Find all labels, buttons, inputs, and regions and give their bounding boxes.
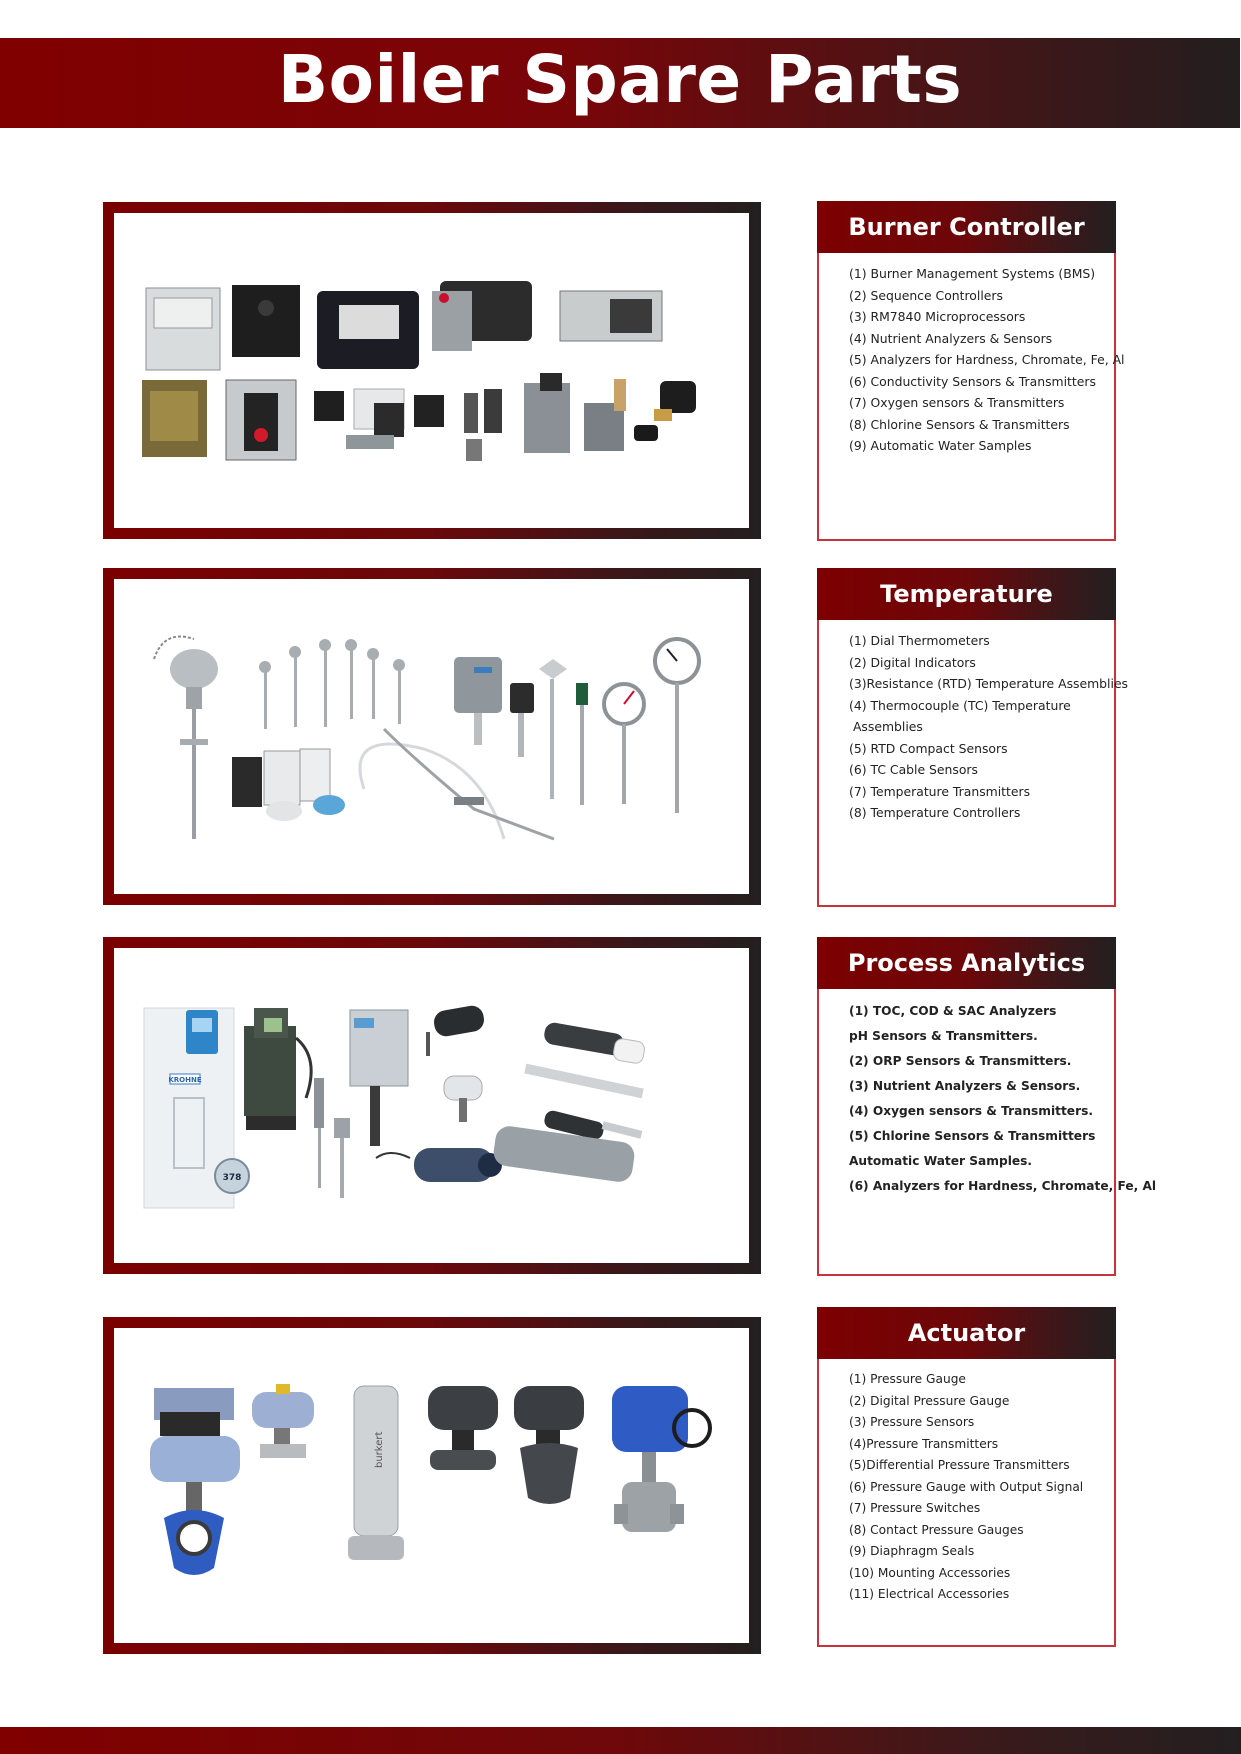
list-item: (8) Chlorine Sensors & Transmitters <box>849 416 1070 432</box>
list-item: (2) Digital Indicators <box>849 654 976 670</box>
list-item: (9) Diaphragm Seals <box>849 1544 975 1558</box>
actuator-title: Actuator <box>907 1319 1026 1347</box>
krohne-label: KROHNE <box>168 1076 202 1084</box>
list-item: (2) Digital Pressure Gauge <box>849 1393 1010 1408</box>
actuator-panel <box>817 1307 1116 1647</box>
list-item: (9) Automatic Water Samples <box>849 438 1032 453</box>
actuator-header <box>817 1307 1116 1359</box>
list-item: (11) Electrical Accessories <box>849 1587 1010 1601</box>
list-item: Assemblies <box>849 719 923 734</box>
temperature-image-frame <box>103 568 761 905</box>
burner-controller-products-illustration <box>114 213 749 528</box>
actuator-products-illustration <box>114 1328 749 1643</box>
process-analytics-image-frame <box>103 937 761 1274</box>
burner-controller-image-frame <box>103 202 761 539</box>
list-item: (4) Oxygen sensors & Transmitters. <box>849 1104 1093 1118</box>
list-item: (6) Analyzers for Hardness, Chromate, Fe, Al <box>849 1179 1157 1193</box>
burner-controller-list <box>819 253 1125 457</box>
list-item: (8) Temperature Controllers <box>849 805 1021 820</box>
burkert-label: burkert <box>374 1431 385 1468</box>
list-item: (2) Sequence Controllers <box>849 287 1003 303</box>
burner-controller-products-image <box>114 213 749 528</box>
title-banner <box>0 38 1240 128</box>
temperature-list <box>819 620 1129 824</box>
burner-controller-panel <box>817 201 1125 541</box>
list-item: (5) RTD Compact Sensors <box>849 740 1008 756</box>
burner-controller-header <box>817 201 1116 253</box>
process-analytics-title: Process Analytics <box>847 949 1086 977</box>
list-item: (1) Burner Management Systems (BMS) <box>849 266 1096 281</box>
burner-controller-title: Burner Controller <box>848 213 1085 241</box>
list-item: (4)Pressure Transmitters <box>849 1436 999 1451</box>
list-item: (7) Temperature Transmitters <box>849 783 1031 799</box>
list-item: (1) Dial Thermometers <box>849 633 990 648</box>
list-item: (3)Resistance (RTD) Temperature Assemblies <box>849 676 1129 691</box>
list-item: (6) Pressure Gauge with Output Signal <box>849 1479 1084 1494</box>
list-item: (8) Contact Pressure Gauges <box>849 1522 1024 1537</box>
process-analytics-header <box>817 937 1116 989</box>
process-analytics-list <box>819 989 1157 1199</box>
list-item: (1) TOC, COD & SAC Analyzers <box>849 1004 1057 1018</box>
list-item: (1) Pressure Gauge <box>849 1372 966 1386</box>
footer-bar <box>0 1727 1241 1754</box>
list-item: (4) Thermocouple (TC) Temperature <box>849 697 1071 713</box>
list-item: (4) Nutrient Analyzers & Sensors <box>849 330 1053 346</box>
list-item: Automatic Water Samples. <box>849 1154 1033 1168</box>
gauge-readout: 378 <box>222 1173 242 1183</box>
temperature-title: Temperature <box>880 580 1053 608</box>
list-item: (5)Differential Pressure Transmitters <box>849 1458 1070 1472</box>
temperature-products-image <box>114 579 749 894</box>
list-item: (7) Oxygen sensors & Transmitters <box>849 395 1065 410</box>
list-item: pH Sensors & Transmitters. <box>849 1029 1038 1043</box>
list-item: (6) TC Cable Sensors <box>849 762 978 777</box>
list-item: (3) Nutrient Analyzers & Sensors. <box>849 1079 1081 1093</box>
list-item: (10) Mounting Accessories <box>849 1565 1011 1580</box>
process-analytics-products-image <box>114 948 749 1263</box>
list-item: (3) RM7840 Microprocessors <box>849 309 1026 324</box>
temperature-header <box>817 568 1116 620</box>
actuator-list <box>819 1359 1114 1606</box>
process-analytics-products-illustration <box>114 948 749 1263</box>
actuator-products-image <box>114 1328 749 1643</box>
temperature-panel <box>817 568 1129 907</box>
page-title: Boiler Spare Parts <box>277 40 963 118</box>
actuator-image-frame <box>103 1317 761 1654</box>
process-analytics-panel <box>817 937 1157 1276</box>
list-item: (5) Analyzers for Hardness, Chromate, Fe, Al <box>849 352 1125 367</box>
list-item: (2) ORP Sensors & Transmitters. <box>849 1054 1072 1068</box>
list-item: (5) Chlorine Sensors & Transmitters <box>849 1129 1096 1143</box>
list-item: (6) Conductivity Sensors & Transmitters <box>849 373 1096 389</box>
temperature-products-illustration <box>114 579 749 894</box>
list-item: (7) Pressure Switches <box>849 1501 981 1515</box>
list-item: (3) Pressure Sensors <box>849 1415 975 1429</box>
